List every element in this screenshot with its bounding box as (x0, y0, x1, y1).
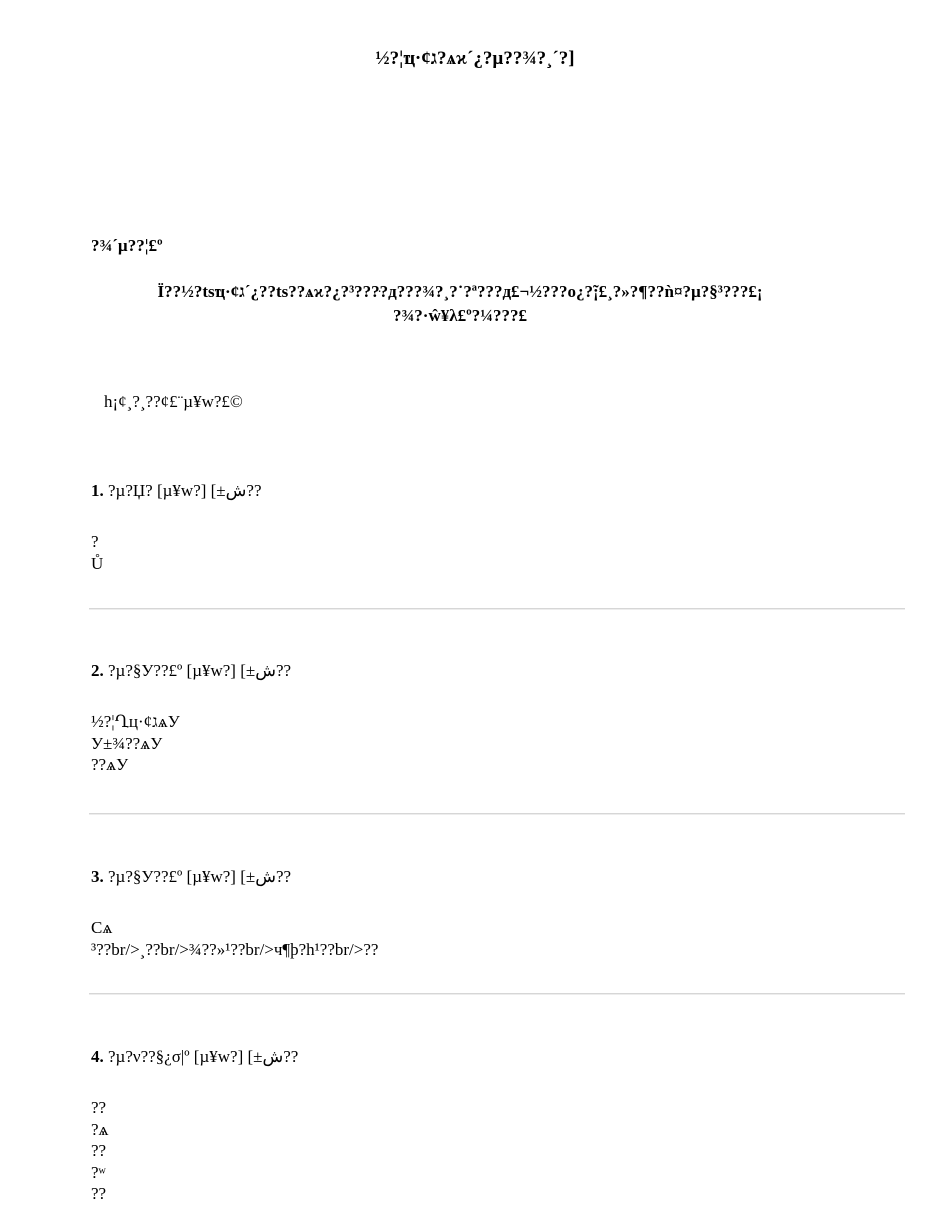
question-number: 3. (91, 867, 104, 886)
option-list (91, 917, 905, 960)
question-divider (89, 813, 905, 815)
question-text: ?µ?§У??£º [µ¥w?] [±ش?? (108, 867, 292, 886)
option-item[interactable]: ?? (91, 1141, 107, 1160)
option-list (91, 711, 905, 776)
question-4 (91, 1047, 905, 1205)
option-list (91, 1097, 905, 1205)
question-number: 4. (91, 1047, 104, 1066)
question-text: ?µ?§У??£º [µ¥w?] [±ش?? (108, 661, 292, 680)
intro-line-2: ?¾?·ŵ¥λ£º?¼???£ (393, 306, 527, 325)
option-item[interactable]: ³??br/>¸??br/>¾??»¹??br/>ч¶þ?h¹??br/>?? (91, 939, 379, 959)
question-2 (91, 661, 905, 776)
question-text: ?µ?Џ? [µ¥w?] [±ش?? (108, 481, 262, 500)
option-item[interactable]: Cѧ (91, 918, 113, 937)
question-heading (91, 481, 905, 501)
question-divider (89, 608, 905, 610)
question-1 (91, 481, 905, 574)
question-text: ?µ?ν??§¿σ|º [µ¥w?] [±ش?? (108, 1047, 299, 1066)
option-item[interactable]: ? (91, 532, 99, 551)
option-list (91, 531, 905, 574)
question-3 (91, 867, 905, 960)
question-number: 2. (91, 661, 104, 680)
option-item[interactable]: У±¾??ѧУ (91, 733, 163, 753)
option-item[interactable]: Ů (91, 553, 104, 573)
question-heading (91, 661, 905, 681)
question-heading (91, 867, 905, 887)
option-item[interactable]: ?? (91, 1184, 107, 1203)
instruction-prompt: h¡¢¸?¸??¢£¨µ¥w?£© (104, 392, 243, 411)
section-label: ?¾´µ??¦£º (91, 236, 163, 255)
question-divider (89, 993, 905, 995)
intro-line-1: Ï??½?tsҵ·¢ג´¿??ts??ѧϰ?¿?³???ּ?д???¾?¸?˙?ª???д£¬½???o¿?̃¡£¸?»?¶??ǹ¤?µ?§³???£¡ (157, 282, 763, 301)
option-item[interactable]: ?ѧ (91, 1119, 109, 1139)
option-item[interactable]: ?ʷ (91, 1162, 106, 1182)
document-title: ½?¦ҵ·¢ג?ѧϰ´¿?µ??¾?¸´?] (375, 48, 575, 69)
option-item[interactable]: ?? (91, 1098, 107, 1117)
intro-text (100, 280, 820, 328)
option-item[interactable]: ??ѧУ (91, 755, 129, 774)
question-number: 1. (91, 481, 104, 500)
option-item[interactable]: ½?¦Ղц·¢גѧУ (91, 712, 180, 731)
question-heading (91, 1047, 905, 1067)
